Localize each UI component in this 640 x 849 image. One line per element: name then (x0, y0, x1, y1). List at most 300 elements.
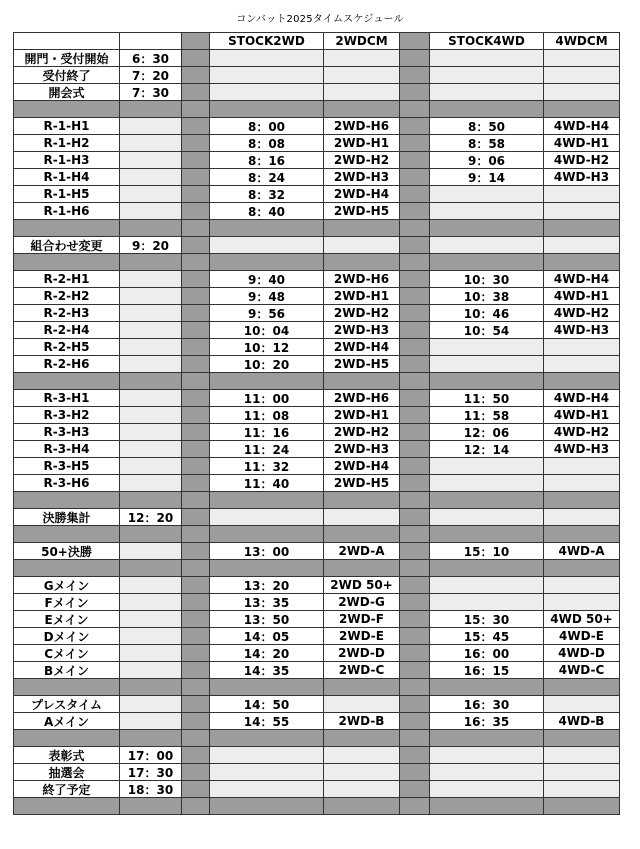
cell-2wdcm: 2WD-H6 (323, 117, 400, 135)
cell-stock4wd (429, 780, 544, 798)
separator-cell (323, 525, 400, 543)
cell-2wdcm: 2WD-H1 (323, 287, 400, 305)
separator-cell (181, 491, 210, 509)
separator-cell (209, 525, 324, 543)
separator-cell (399, 746, 430, 764)
cell-2wdcm: 2WD-H2 (323, 151, 400, 169)
cell-stock2wd (209, 236, 324, 254)
header-cell-time (119, 32, 182, 50)
cell-4wdcm (543, 338, 620, 356)
cell-stock4wd: 16：00 (429, 644, 544, 662)
cell-4wdcm (543, 763, 620, 781)
cell-stock2wd: 11：00 (209, 389, 324, 407)
separator-cell (181, 423, 210, 441)
row-label: R-3-H2 (13, 406, 120, 424)
separator-cell (209, 797, 324, 815)
separator-cell (399, 457, 430, 475)
separator-cell (399, 661, 430, 679)
separator-cell (323, 100, 400, 118)
cell-time (119, 593, 182, 611)
cell-4wdcm: 4WD-H2 (543, 151, 620, 169)
row-label: R-3-H5 (13, 457, 120, 475)
cell-time (119, 661, 182, 679)
separator-cell (399, 236, 430, 254)
separator-cell (399, 440, 430, 458)
separator-cell (323, 729, 400, 747)
separator-cell (119, 678, 182, 696)
row-label: R-2-H1 (13, 270, 120, 288)
cell-4wdcm (543, 185, 620, 203)
separator-cell (399, 712, 430, 730)
cell-4wdcm: 4WD-H2 (543, 304, 620, 322)
cell-stock2wd: 13：35 (209, 593, 324, 611)
cell-4wdcm (543, 746, 620, 764)
cell-stock2wd: 8：00 (209, 117, 324, 135)
separator-cell (399, 729, 430, 747)
separator-cell (181, 287, 210, 305)
cell-2wdcm: 2WD-H2 (323, 423, 400, 441)
cell-2wdcm: 2WD-H6 (323, 270, 400, 288)
cell-stock2wd (209, 83, 324, 101)
separator-cell (399, 253, 430, 271)
separator-cell (323, 253, 400, 271)
cell-4wdcm: 4WD-C (543, 661, 620, 679)
separator-cell (181, 508, 210, 526)
cell-stock2wd (209, 508, 324, 526)
cell-stock2wd (209, 763, 324, 781)
cell-stock4wd: 10：38 (429, 287, 544, 305)
cell-4wdcm: 4WD-D (543, 644, 620, 662)
header-cell-4wdcm: 4WDCM (543, 32, 620, 50)
cell-2wdcm (323, 83, 400, 101)
cell-stock4wd (429, 474, 544, 492)
cell-stock4wd (429, 338, 544, 356)
cell-stock2wd: 14：20 (209, 644, 324, 662)
row-label: R-2-H2 (13, 287, 120, 305)
row-label: R-2-H4 (13, 321, 120, 339)
separator-cell (119, 100, 182, 118)
cell-2wdcm: 2WD-H4 (323, 185, 400, 203)
cell-4wdcm (543, 49, 620, 67)
cell-time (119, 712, 182, 730)
schedule-table (13, 32, 619, 818)
cell-time (119, 576, 182, 594)
separator-cell (399, 83, 430, 101)
cell-time: 18：30 (119, 780, 182, 798)
separator-cell (323, 559, 400, 577)
separator-cell (543, 219, 620, 237)
cell-4wdcm (543, 593, 620, 611)
separator-cell (181, 321, 210, 339)
separator-cell (399, 644, 430, 662)
cell-stock2wd: 11：32 (209, 457, 324, 475)
cell-2wdcm (323, 746, 400, 764)
row-label: R-2-H5 (13, 338, 120, 356)
cell-stock4wd (429, 508, 544, 526)
separator-cell (399, 321, 430, 339)
row-label: R-1-H2 (13, 134, 120, 152)
separator-cell (181, 389, 210, 407)
separator-cell (399, 763, 430, 781)
cell-4wdcm (543, 457, 620, 475)
header-cell-label (13, 32, 120, 50)
cell-time (119, 389, 182, 407)
separator-cell (181, 440, 210, 458)
cell-stock2wd: 8：16 (209, 151, 324, 169)
separator-cell (181, 763, 210, 781)
separator-cell (429, 797, 544, 815)
cell-stock4wd (429, 746, 544, 764)
separator-cell (119, 559, 182, 577)
separator-cell (181, 576, 210, 594)
cell-stock4wd: 12：14 (429, 440, 544, 458)
cell-stock4wd: 15：30 (429, 610, 544, 628)
separator-cell (399, 185, 430, 203)
separator-cell (13, 100, 120, 118)
separator-cell (543, 678, 620, 696)
separator-cell (543, 729, 620, 747)
header-cell-stock4wd: STOCK4WD (429, 32, 544, 50)
cell-time: 9：20 (119, 236, 182, 254)
cell-stock2wd: 8：32 (209, 185, 324, 203)
row-label: 組合わせ変更 (13, 236, 120, 254)
separator-cell (399, 389, 430, 407)
separator-cell (119, 797, 182, 815)
separator-cell (181, 49, 210, 67)
separator-cell (181, 457, 210, 475)
separator-cell (181, 236, 210, 254)
row-label: R-2-H6 (13, 355, 120, 373)
row-label: R-1-H1 (13, 117, 120, 135)
row-label: 50+決勝 (13, 542, 120, 560)
cell-stock4wd (429, 185, 544, 203)
cell-stock2wd: 8：08 (209, 134, 324, 152)
row-label: R-1-H5 (13, 185, 120, 203)
row-label: R-3-H6 (13, 474, 120, 492)
cell-time: 7：20 (119, 66, 182, 84)
cell-4wdcm: 4WD-H3 (543, 440, 620, 458)
separator-cell (399, 202, 430, 220)
separator-cell (399, 542, 430, 560)
cell-stock4wd: 11：50 (429, 389, 544, 407)
separator-cell (543, 372, 620, 390)
row-label: 終了予定 (13, 780, 120, 798)
cell-stock4wd: 12：06 (429, 423, 544, 441)
cell-2wdcm: 2WD-H3 (323, 168, 400, 186)
separator-cell (399, 491, 430, 509)
separator-cell (429, 678, 544, 696)
cell-stock2wd: 11：24 (209, 440, 324, 458)
separator-cell (181, 644, 210, 662)
cell-4wdcm: 4WD-H4 (543, 117, 620, 135)
separator-cell (399, 66, 430, 84)
separator-cell (181, 695, 210, 713)
row-label: 表彰式 (13, 746, 120, 764)
separator-cell (543, 525, 620, 543)
separator-cell (181, 610, 210, 628)
cell-2wdcm: 2WD-H5 (323, 202, 400, 220)
cell-stock4wd (429, 83, 544, 101)
cell-time (119, 168, 182, 186)
cell-4wdcm (543, 780, 620, 798)
separator-cell (209, 100, 324, 118)
cell-stock4wd: 9：06 (429, 151, 544, 169)
row-label: Cメイン (13, 644, 120, 662)
cell-stock4wd (429, 593, 544, 611)
cell-time (119, 423, 182, 441)
cell-stock2wd: 13：50 (209, 610, 324, 628)
cell-2wdcm: 2WD-H4 (323, 457, 400, 475)
cell-stock4wd (429, 66, 544, 84)
separator-cell (119, 525, 182, 543)
cell-time (119, 117, 182, 135)
separator-cell (399, 610, 430, 628)
cell-stock2wd: 14：55 (209, 712, 324, 730)
separator-cell (181, 66, 210, 84)
row-label: R-3-H3 (13, 423, 120, 441)
separator-cell (399, 423, 430, 441)
header-cell-sep1 (181, 32, 210, 50)
cell-stock2wd: 9：56 (209, 304, 324, 322)
separator-cell (209, 491, 324, 509)
cell-time (119, 151, 182, 169)
cell-2wdcm: 2WD-H4 (323, 338, 400, 356)
cell-4wdcm: 4WD-H1 (543, 287, 620, 305)
cell-stock2wd: 10：12 (209, 338, 324, 356)
cell-4wdcm: 4WD-B (543, 712, 620, 730)
separator-cell (399, 695, 430, 713)
separator-cell (13, 797, 120, 815)
cell-stock4wd (429, 576, 544, 594)
cell-time (119, 627, 182, 645)
cell-2wdcm: 2WD-H5 (323, 474, 400, 492)
separator-cell (543, 100, 620, 118)
row-label: R-1-H4 (13, 168, 120, 186)
separator-cell (181, 83, 210, 101)
cell-stock2wd: 9：40 (209, 270, 324, 288)
separator-cell (13, 372, 120, 390)
cell-stock2wd: 8：24 (209, 168, 324, 186)
separator-cell (543, 253, 620, 271)
cell-time (119, 321, 182, 339)
cell-2wdcm: 2WD-H3 (323, 321, 400, 339)
cell-2wdcm (323, 780, 400, 798)
cell-time (119, 202, 182, 220)
separator-cell (13, 729, 120, 747)
cell-time (119, 304, 182, 322)
separator-cell (399, 219, 430, 237)
cell-4wdcm (543, 202, 620, 220)
cell-4wdcm (543, 83, 620, 101)
cell-time (119, 338, 182, 356)
cell-stock4wd: 10：30 (429, 270, 544, 288)
separator-cell (209, 372, 324, 390)
cell-2wdcm (323, 763, 400, 781)
cell-time (119, 695, 182, 713)
cell-stock4wd: 15：10 (429, 542, 544, 560)
separator-cell (209, 559, 324, 577)
separator-cell (181, 678, 210, 696)
separator-cell (181, 406, 210, 424)
cell-time (119, 406, 182, 424)
cell-stock4wd: 15：45 (429, 627, 544, 645)
cell-2wdcm (323, 49, 400, 67)
cell-time: 17：30 (119, 763, 182, 781)
row-label: R-1-H6 (13, 202, 120, 220)
header-cell-sep2 (399, 32, 430, 50)
separator-cell (13, 525, 120, 543)
separator-cell (181, 661, 210, 679)
row-label: R-1-H3 (13, 151, 120, 169)
separator-cell (323, 491, 400, 509)
cell-4wdcm (543, 355, 620, 373)
separator-cell (181, 593, 210, 611)
cell-2wdcm: 2WD-D (323, 644, 400, 662)
cell-time (119, 542, 182, 560)
cell-2wdcm: 2WD-C (323, 661, 400, 679)
cell-2wdcm: 2WD-H5 (323, 355, 400, 373)
cell-2wdcm: 2WD-G (323, 593, 400, 611)
row-label: Dメイン (13, 627, 120, 645)
cell-stock4wd (429, 236, 544, 254)
separator-cell (399, 372, 430, 390)
row-label: R-3-H4 (13, 440, 120, 458)
cell-time (119, 134, 182, 152)
cell-time: 17：00 (119, 746, 182, 764)
cell-4wdcm: 4WD-H1 (543, 406, 620, 424)
cell-2wdcm: 2WD-H6 (323, 389, 400, 407)
separator-cell (181, 559, 210, 577)
separator-cell (399, 474, 430, 492)
cell-stock4wd: 11：58 (429, 406, 544, 424)
row-label: 開門・受付開始 (13, 49, 120, 67)
row-label: 抽選会 (13, 763, 120, 781)
separator-cell (181, 797, 210, 815)
cell-stock2wd: 11：40 (209, 474, 324, 492)
separator-cell (181, 253, 210, 271)
cell-time (119, 440, 182, 458)
cell-time (119, 457, 182, 475)
separator-cell (181, 219, 210, 237)
row-label: 決勝集計 (13, 508, 120, 526)
cell-stock4wd: 9：14 (429, 168, 544, 186)
cell-time (119, 610, 182, 628)
cell-4wdcm: 4WD-H4 (543, 270, 620, 288)
row-label: プレスタイム (13, 695, 120, 713)
separator-cell (323, 797, 400, 815)
separator-cell (181, 542, 210, 560)
separator-cell (181, 202, 210, 220)
separator-cell (181, 117, 210, 135)
separator-cell (13, 491, 120, 509)
cell-2wdcm: 2WD-H2 (323, 304, 400, 322)
separator-cell (429, 729, 544, 747)
cell-stock2wd: 13：00 (209, 542, 324, 560)
separator-cell (429, 372, 544, 390)
row-label: R-2-H3 (13, 304, 120, 322)
cell-time: 12：20 (119, 508, 182, 526)
separator-cell (13, 253, 120, 271)
separator-cell (429, 100, 544, 118)
separator-cell (543, 491, 620, 509)
separator-cell (399, 287, 430, 305)
separator-cell (429, 219, 544, 237)
separator-cell (181, 712, 210, 730)
separator-cell (181, 355, 210, 373)
separator-cell (429, 491, 544, 509)
cell-stock4wd (429, 355, 544, 373)
separator-cell (399, 168, 430, 186)
separator-cell (399, 525, 430, 543)
cell-4wdcm (543, 695, 620, 713)
cell-stock4wd (429, 49, 544, 67)
cell-stock2wd (209, 780, 324, 798)
cell-stock2wd: 14：50 (209, 695, 324, 713)
cell-stock4wd: 8：50 (429, 117, 544, 135)
cell-stock4wd: 10：54 (429, 321, 544, 339)
cell-2wdcm: 2WD 50+ (323, 576, 400, 594)
cell-4wdcm: 4WD-H2 (543, 423, 620, 441)
cell-stock2wd: 10：20 (209, 355, 324, 373)
separator-cell (209, 219, 324, 237)
separator-cell (399, 593, 430, 611)
cell-stock2wd (209, 49, 324, 67)
cell-stock4wd (429, 763, 544, 781)
cell-2wdcm (323, 236, 400, 254)
cell-4wdcm (543, 66, 620, 84)
header-cell-2wdcm: 2WDCM (323, 32, 400, 50)
separator-cell (429, 525, 544, 543)
cell-stock4wd: 16：35 (429, 712, 544, 730)
cell-stock4wd: 10：46 (429, 304, 544, 322)
cell-2wdcm (323, 695, 400, 713)
separator-cell (323, 372, 400, 390)
separator-cell (399, 576, 430, 594)
separator-cell (181, 185, 210, 203)
separator-cell (399, 338, 430, 356)
separator-cell (399, 117, 430, 135)
separator-cell (181, 100, 210, 118)
cell-stock2wd (209, 746, 324, 764)
cell-2wdcm: 2WD-E (323, 627, 400, 645)
cell-stock2wd: 11：16 (209, 423, 324, 441)
separator-cell (181, 134, 210, 152)
separator-cell (119, 253, 182, 271)
cell-stock4wd (429, 202, 544, 220)
separator-cell (181, 338, 210, 356)
separator-cell (13, 559, 120, 577)
row-label: 開会式 (13, 83, 120, 101)
separator-cell (209, 729, 324, 747)
cell-2wdcm: 2WD-H1 (323, 406, 400, 424)
row-label: Aメイン (13, 712, 120, 730)
separator-cell (181, 270, 210, 288)
separator-cell (181, 151, 210, 169)
cell-2wdcm: 2WD-F (323, 610, 400, 628)
cell-4wdcm: 4WD-E (543, 627, 620, 645)
separator-cell (323, 678, 400, 696)
cell-4wdcm: 4WD-H4 (543, 389, 620, 407)
separator-cell (399, 678, 430, 696)
separator-cell (181, 627, 210, 645)
row-label: R-3-H1 (13, 389, 120, 407)
separator-cell (181, 474, 210, 492)
cell-time (119, 287, 182, 305)
separator-cell (119, 729, 182, 747)
separator-cell (181, 168, 210, 186)
cell-4wdcm (543, 508, 620, 526)
cell-time: 6：30 (119, 49, 182, 67)
